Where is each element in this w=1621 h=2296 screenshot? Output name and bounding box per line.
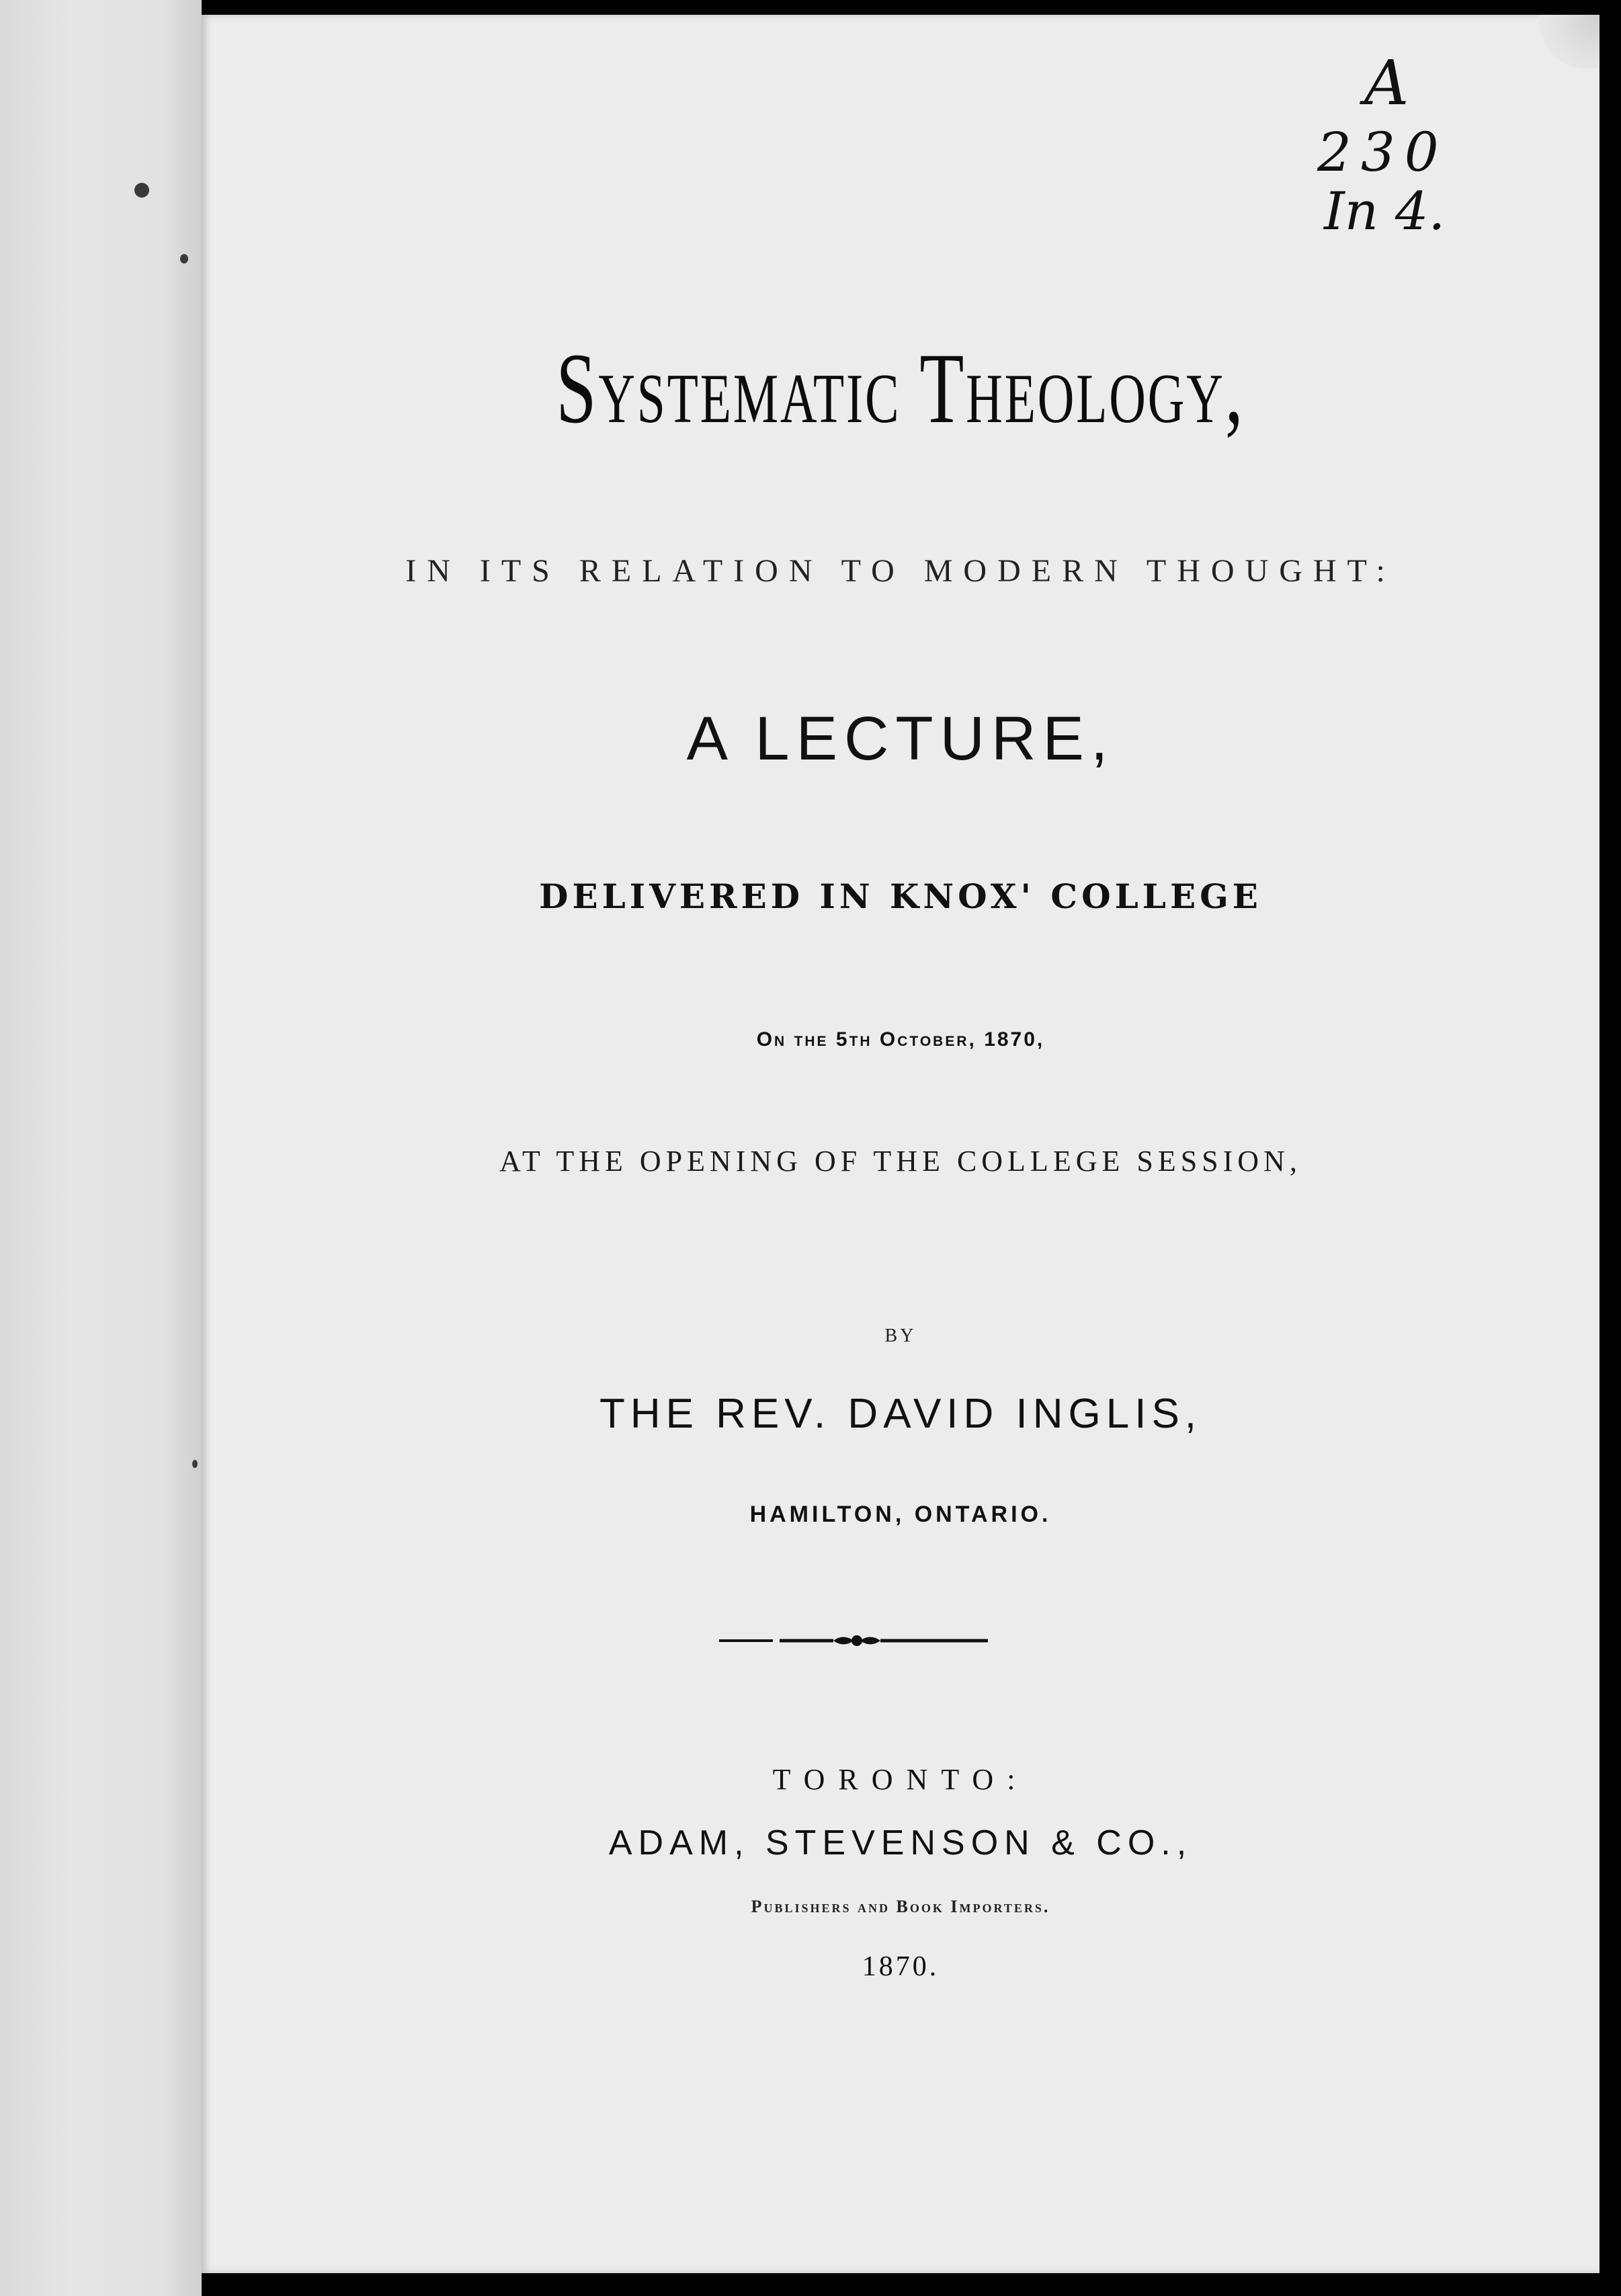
ink-speck [134,183,149,198]
ornamental-rule [719,1631,988,1651]
shelfmark-line-1: A [1364,47,1409,119]
publisher-name: ADAM, STEVENSON & CO., [608,1823,1193,1862]
shelfmark-line-3: In 4. [1324,181,1446,242]
ink-speck [192,1460,198,1468]
author-name: THE REV. DAVID INGLIS, [599,1391,1202,1437]
author-location: HAMILTON, ONTARIO. [749,1502,1052,1527]
shelfmark-line-2: 230 [1317,121,1448,183]
publication-year: 1870. [862,1951,940,1982]
lecture-date: On the 5th October, 1870, [756,1028,1045,1051]
page-corner-curl [1539,15,1599,69]
ink-speck [180,254,188,263]
book-subtitle: IN ITS RELATION TO MODERN THOUGHT: [405,553,1396,589]
lecture-heading: A LECTURE, [686,704,1115,773]
occasion-line: AT THE OPENING OF THE COLLEGE SESSION, [499,1145,1302,1178]
book-title: Systematic Theology, [556,333,1245,444]
handwritten-shelfmark [1317,47,1479,249]
by-line: BY [884,1325,917,1346]
title-page [202,15,1599,2273]
previous-leaf-edge [0,0,202,2296]
publication-city: TORONTO: [772,1763,1029,1796]
publisher-description: Publishers and Book Importers. [751,1897,1050,1916]
delivered-line: DELIVERED IN KNOX' COLLEGE [539,876,1262,916]
